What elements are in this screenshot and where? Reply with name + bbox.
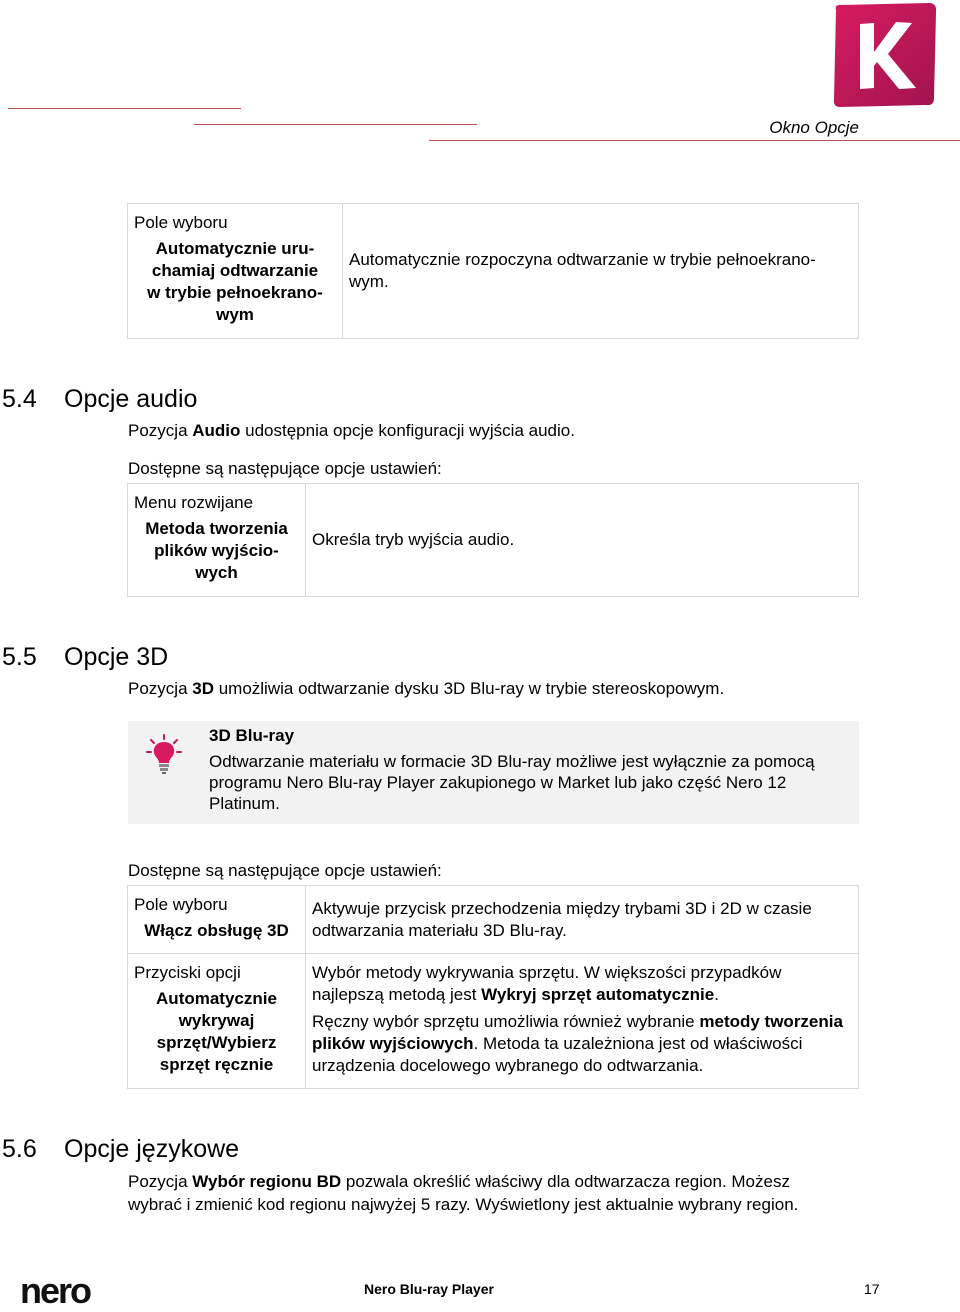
text-bold: 3D (192, 679, 214, 698)
text-span: pozwala określić właściwy dla odtwarzacza region. Możesz wybrać i zmienić kod regionu najwyżej 5 razy. Wyświetlony jest aktualnie wybrany region. (128, 1172, 799, 1214)
option-description-2 (312, 1011, 852, 1077)
text-span: Pozycja (128, 679, 193, 698)
option-description: Określa tryb wyjścia audio. (312, 530, 515, 549)
option-name: Automatycznie uru- chamiaj odtwarzanie w trybie pełnoekrano- wym (147, 239, 323, 324)
audio-available: Dostępne są następujące opcje ustawień: (128, 459, 442, 478)
option-name: Metoda tworzenia plików wyjścio- wych (145, 519, 288, 582)
text-span: umożliwia odtwarzanie dysku 3D Blu-ray w trybie stereoskopowym. (213, 679, 725, 698)
option-name: Włącz obsługę 3D (144, 921, 289, 940)
nero-logo-icon (20, 1276, 135, 1308)
text-span: . (714, 985, 719, 1004)
option-kind: Pole wyboru (134, 895, 228, 914)
text-bold: Wykryj sprzęt automatycznie (481, 985, 715, 1004)
option-kind: Przyciski opcji (134, 963, 241, 982)
option-name-cell (128, 484, 306, 597)
3d-options-table (127, 885, 859, 1089)
header-rule-3 (429, 140, 960, 141)
text-span: Ręczny wybór sprzętu umożliwia również wybranie (312, 1012, 700, 1031)
video-options-table (127, 203, 859, 339)
section-title: Opcje językowe (64, 1135, 240, 1163)
option-description: Automatycznie rozpoczyna odtwarzanie w trybie pełnoekrano- wym. (349, 250, 816, 291)
header-rule-2 (194, 124, 477, 125)
text-bold: Audio (192, 421, 241, 440)
option-name-cell (128, 204, 343, 339)
table-row (128, 484, 859, 597)
section-title: Opcje 3D (64, 643, 169, 671)
option-description-cell (306, 886, 859, 954)
audio-options-table (127, 483, 859, 597)
option-description: Aktywuje przycisk przechodzenia między trybami 3D i 2D w czasie odtwarzania materiału 3D Blu-ray. (312, 899, 812, 940)
option-description-cell (306, 954, 859, 1089)
text-bold: Wybór regionu BD (192, 1172, 342, 1191)
note-title: 3D Blu-ray (209, 726, 295, 745)
note-text: Odtwarzanie materiału w formacie 3D Blu-ray możliwe jest wyłącznie za pomocą programu Nero Blu-ray Player zakupionego w Market lub jako część Nero 12 Platinum. (209, 752, 815, 813)
section-number: 5.4 (2, 385, 37, 413)
header-rule-1 (8, 108, 241, 109)
table-row (128, 886, 859, 954)
note-box (128, 721, 859, 824)
3d-intro (128, 677, 724, 700)
option-name-cell (128, 954, 306, 1089)
option-description-cell (343, 204, 859, 339)
table-row (128, 954, 859, 1089)
language-intro (128, 1170, 848, 1216)
audio-intro (128, 419, 575, 442)
section-number: 5.6 (2, 1135, 37, 1163)
option-description-cell (306, 484, 859, 597)
text-span: udostępnia opcje konfiguracji wyjścia audio. (240, 421, 575, 440)
k-logo-icon (830, 2, 938, 108)
nero-logo-text: nero (20, 1276, 91, 1308)
table-row (128, 204, 859, 339)
lightbulb-icon (144, 733, 184, 777)
section-title: Opcje audio (64, 385, 198, 413)
option-kind: Pole wyboru (134, 213, 228, 232)
text-span: Wybór metody wykrywania sprzętu. W większości przypadków najlepszą metodą jest (312, 963, 782, 1004)
section-heading-audio (2, 384, 197, 414)
page-number: 17 (864, 1281, 880, 1297)
option-kind: Menu rozwijane (134, 493, 254, 512)
section-number: 5.5 (2, 643, 37, 671)
section-heading-language (2, 1134, 239, 1164)
3d-available: Dostępne są następujące opcje ustawień: (128, 861, 442, 880)
header-title: Okno Opcje (769, 118, 859, 137)
option-description-1 (312, 962, 852, 1006)
option-name: Automatycznie wykrywaj sprzęt/Wybierz sprzęt ręcznie (156, 989, 277, 1074)
text-span: Pozycja (128, 421, 193, 440)
footer-product: Nero Blu-ray Player (364, 1281, 494, 1297)
option-name-cell (128, 886, 306, 954)
text-bold: metody tworzenia plików wyjściowych (312, 1012, 843, 1053)
section-heading-3d (2, 642, 168, 672)
text-span: . Metoda ta uzależniona jest od właściwości urządzenia docelowego wybranego do odtwarzania. (312, 1034, 803, 1075)
text-span: Pozycja (128, 1172, 193, 1191)
